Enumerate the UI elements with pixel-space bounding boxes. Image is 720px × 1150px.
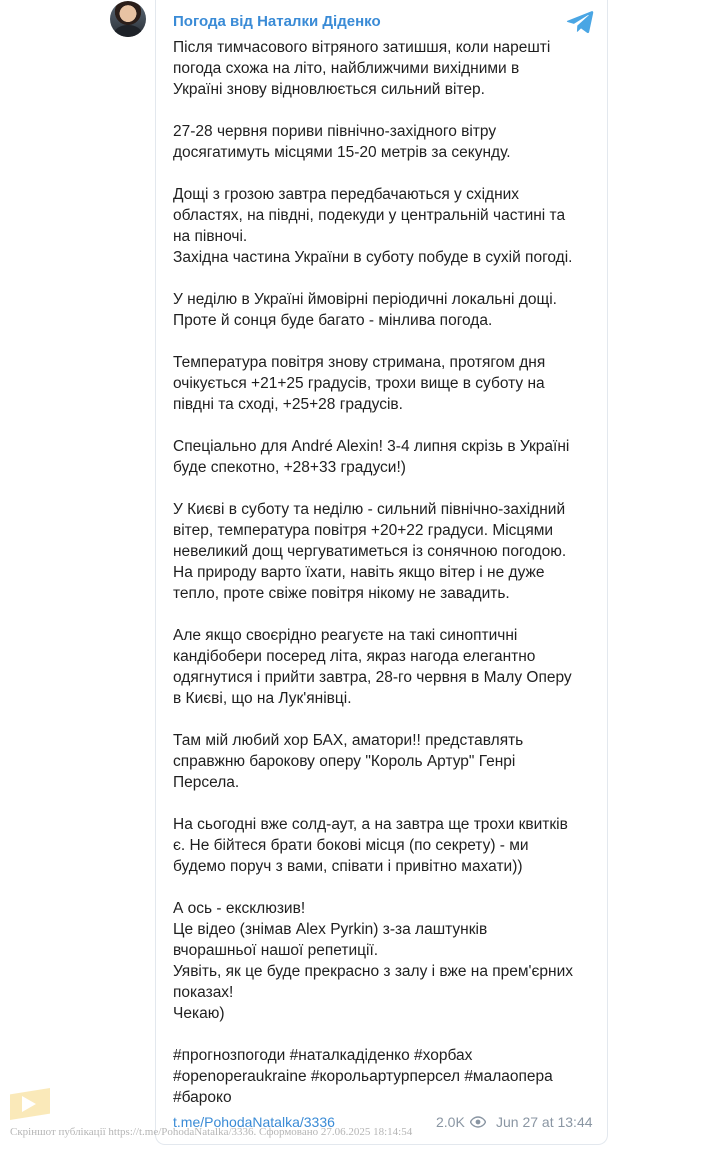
post-paragraph xyxy=(173,499,603,604)
views-count: 2.0K xyxy=(436,1114,465,1130)
post-link[interactable]: t.me/PohodaNatalka/3336 xyxy=(173,1114,335,1130)
post-line: Температура повітря знову стримана, протягом дня xyxy=(173,354,546,371)
channel-name-link[interactable]: Погода від Наталки Діденко xyxy=(173,13,381,30)
post-line: На природу варто їхати, навіть якщо вітер і не дуже xyxy=(173,564,545,581)
telegram-icon[interactable] xyxy=(566,10,594,34)
post-line: в Києві, що на Лук'янівці. xyxy=(173,690,352,707)
screenshot-caption: Скріншот публікації https://t.me/PohodaNatalka/3336. Сформовано 27.06.2025 18:14:54 xyxy=(10,1126,413,1138)
post-line: на півночі. xyxy=(173,228,248,245)
post-line: У Києві в суботу та неділю - сильний північно-західний xyxy=(173,501,566,518)
post-paragraph xyxy=(173,730,603,793)
post-line: Після тимчасового вітряного затишшя, коли нарешті xyxy=(173,39,551,56)
post-line: областях, на півдні, подекуди у центральній частині та xyxy=(173,207,566,224)
post-line: очікується +21+25 градусів, трохи вище в суботу на xyxy=(173,375,545,392)
post-line: півдні та сході, +25+28 градусів. xyxy=(173,396,403,413)
post-line: А ось - ексклюзив! xyxy=(173,900,306,917)
post-line: Спеціально для André Alexin! 3-4 липня скрізь в Україні xyxy=(173,438,570,455)
post-line: кандібобери посеред літа, якраз нагода елегантно xyxy=(173,648,536,665)
post-line: Персела. xyxy=(173,774,240,791)
post-paragraph xyxy=(173,352,603,415)
post-line: Уявіть, як це буде прекрасно з залу і вже на прем'єрних xyxy=(173,963,573,980)
post-line: На сьогодні вже солд-аут, а на завтра ще трохи квитків xyxy=(173,816,568,833)
post-line: справжню барокову оперу "Король Артур" Генрі xyxy=(173,753,516,770)
post-paragraph xyxy=(173,898,603,1024)
post-line: Україні знову відновлюється сильний вітер. xyxy=(173,81,485,98)
post-date: Jun 27 at 13:44 xyxy=(496,1114,593,1130)
post-text xyxy=(173,37,603,1108)
post-paragraph xyxy=(173,184,603,268)
post-paragraph xyxy=(173,1045,603,1108)
post-line: погода схожа на літо, найближчими вихідними в xyxy=(173,60,520,77)
post-line: буде спекотно, +28+33 градуси!) xyxy=(173,459,406,476)
post-line: Західна частина України в суботу побуде в сухій погоді. xyxy=(173,249,573,266)
post-line: Там мій любий хор БАХ, аматори!! представлять xyxy=(173,732,524,749)
radiotrek-logo xyxy=(10,1086,160,1122)
post-line: Але якщо своєрідно реагуєте на такі синоптичні xyxy=(173,627,518,644)
post-line: показах! xyxy=(173,984,234,1001)
post-paragraph xyxy=(173,121,603,163)
channel-avatar[interactable] xyxy=(110,1,146,37)
post-paragraph xyxy=(173,436,603,478)
post-line: 27-28 червня пориви північно-західного вітру xyxy=(173,123,497,140)
post-line: Чекаю) xyxy=(173,1005,225,1022)
post-line: У неділю в Україні ймовірні періодичні локальні дощі. xyxy=(173,291,557,308)
post-paragraph xyxy=(173,625,603,709)
post-line: будемо поруч з вами, співати і привітно махати)) xyxy=(173,858,523,875)
eye-icon xyxy=(470,1116,486,1128)
post-line: невеликий дощ чергуватиметься із сонячною погодою. xyxy=(173,543,567,560)
post-line: Це відео (знімав Alex Pyrkin) з-за лаштунків xyxy=(173,921,488,938)
post-line: тепло, проте свіже повітря нікому не завадить. xyxy=(173,585,510,602)
post-paragraph xyxy=(173,289,603,331)
post-line: досягатимуть місцями 15-20 метрів за секунду. xyxy=(173,144,511,161)
post-paragraph xyxy=(173,37,603,100)
post-line: #прогнозпогоди #наталкадіденко #хорбах xyxy=(173,1047,473,1064)
post-paragraph xyxy=(173,814,603,877)
post-line: одягнутися і прийти завтра, 28-го червня в Малу Оперу xyxy=(173,669,572,686)
post-line: вітер, температура повітря +20+22 градуси. Місцями xyxy=(173,522,554,539)
post-line: є. Не бійтеся брати бокові місця (по секрету) - ми xyxy=(173,837,529,854)
post-line: Дощі з грозою завтра передбачаються у східних xyxy=(173,186,520,203)
post-line: Проте й сонця буде багато - мінлива погода. xyxy=(173,312,493,329)
post-line: #openoperaukraine #корольартурперсел #малаопера xyxy=(173,1068,553,1085)
post-line: вчорашньої нашої репетиції. xyxy=(173,942,379,959)
post-line: #бароко xyxy=(173,1089,232,1106)
